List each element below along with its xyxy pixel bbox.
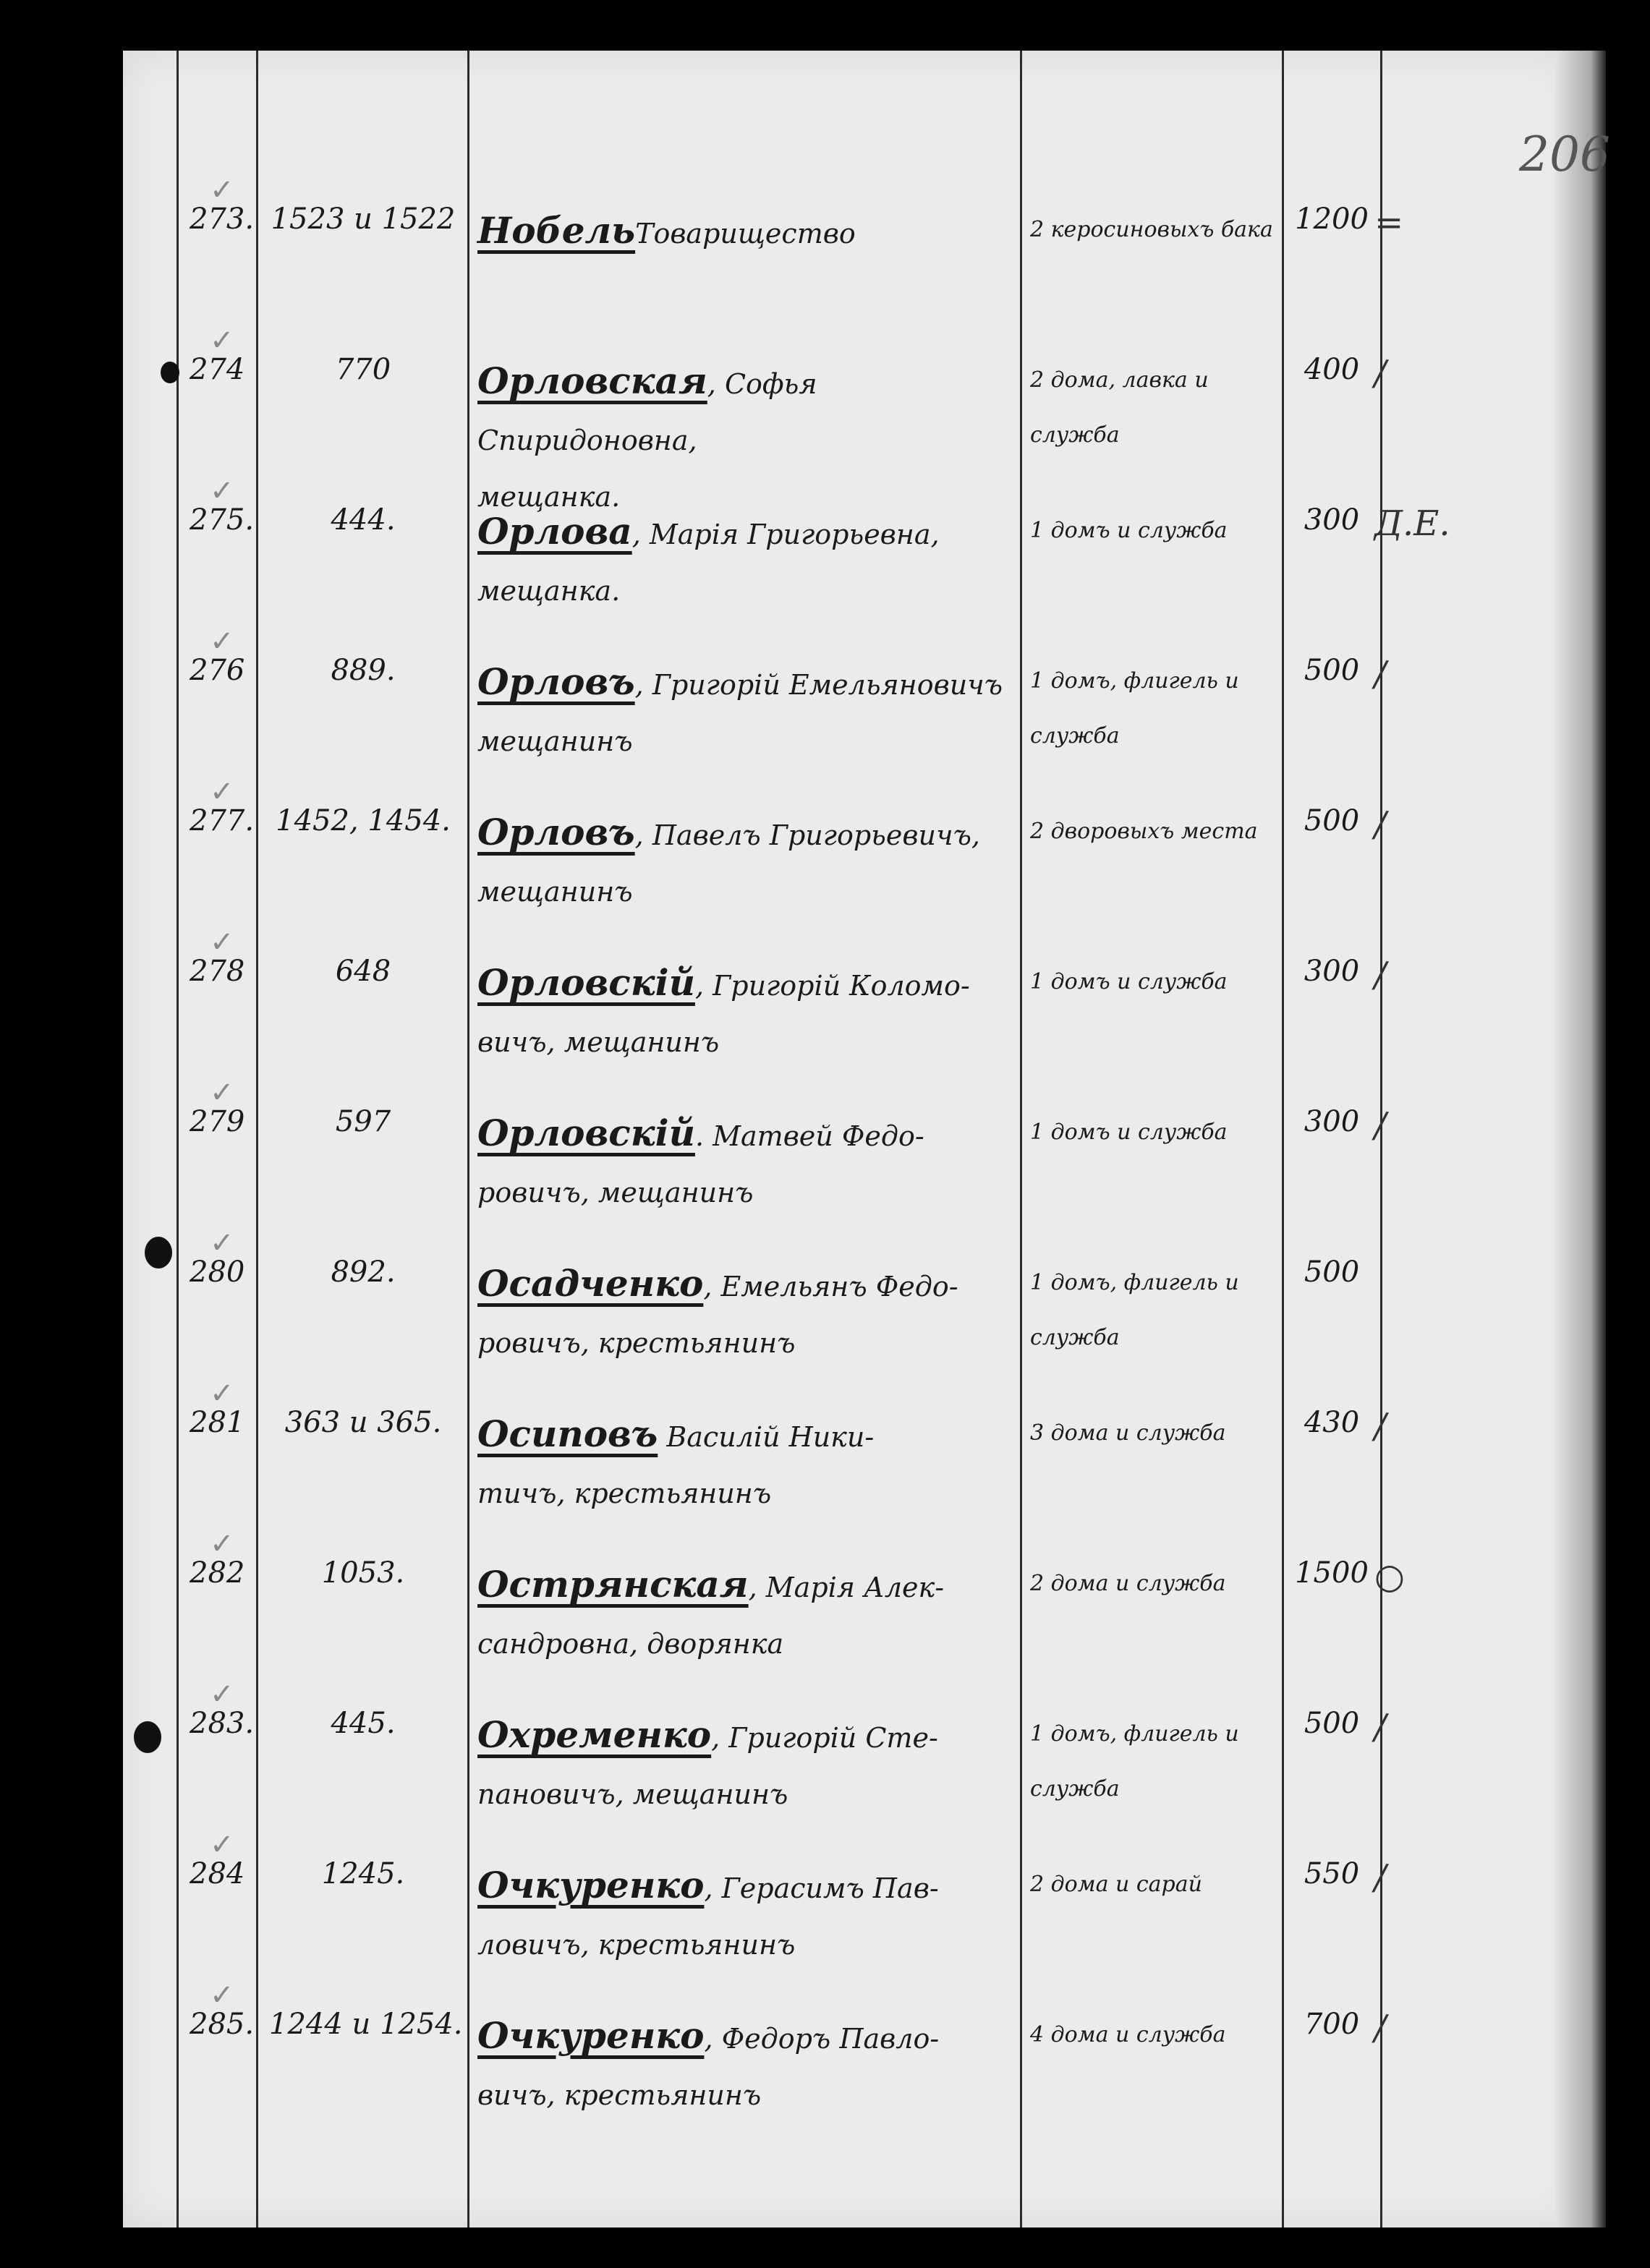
ledger-row (0, 174, 1650, 354)
owner-status: мещанинъ (477, 876, 633, 908)
owner-name (477, 1857, 1027, 1973)
check-tick: ✓ (210, 775, 234, 809)
margin-mark: ○ (1374, 1556, 1405, 1597)
owner-given-names: . Матвей Федо- (694, 1120, 924, 1152)
entry-number: 284 (190, 1857, 245, 1890)
lot-numbers: 1244 и 1254. (269, 2008, 463, 2041)
ledger-row (0, 1527, 1650, 1708)
owner-status: мещанка. (477, 481, 621, 513)
ledger-row (0, 1377, 1650, 1558)
owner-surname: Охременко (477, 1713, 712, 1756)
owner-status: ловичъ, крестьянинъ (477, 1929, 796, 1961)
check-tick: ✓ (210, 625, 234, 658)
assessed-value: 500 (1304, 1256, 1360, 1289)
owner-name (477, 202, 1027, 262)
property-description: 2 дома и сарай (1030, 1872, 1202, 1897)
entry-number: 275. (190, 503, 255, 537)
owner-status: ровичъ, крестьянинъ (477, 1327, 796, 1359)
owner-surname: Осадченко (477, 1262, 704, 1305)
margin-mark: / (1374, 804, 1387, 845)
property-description: 1 домъ, флигель и служба (1030, 668, 1239, 749)
check-tick: ✓ (210, 474, 234, 508)
owner-given-names: , Григорій Емельяновичъ (634, 669, 1003, 701)
lot-numbers: 1523 и 1522 (271, 202, 456, 236)
check-tick: ✓ (210, 1678, 234, 1711)
property-description: 2 дворовыхъ места (1030, 819, 1258, 844)
entry-number: 281 (190, 1406, 245, 1439)
owner-given-names: , Герасимъ Пав- (704, 1872, 939, 1904)
assessed-value: 300 (1304, 955, 1360, 988)
entry-number: 278 (190, 955, 245, 988)
ledger-row (0, 474, 1650, 655)
property-description: 2 дома и служба (1030, 1571, 1226, 1596)
assessed-value: 430 (1304, 1406, 1360, 1439)
lot-numbers: 889. (331, 654, 396, 687)
property-description: 1 домъ и служба (1030, 969, 1228, 994)
lot-numbers: 444. (331, 503, 396, 537)
owner-name (477, 1406, 1027, 1522)
owner-name (477, 2008, 1027, 2123)
ledger-row (0, 1076, 1650, 1257)
assessed-value: 1500 (1295, 1556, 1369, 1590)
owner-surname: Нобель (477, 209, 636, 252)
property-description: 1 домъ, флигель и служба (1030, 1721, 1239, 1802)
entry-number: 273. (190, 202, 255, 236)
check-tick: ✓ (210, 1828, 234, 1862)
check-tick: ✓ (210, 324, 234, 357)
lot-numbers: 892. (331, 1256, 396, 1289)
property-description: 3 дома и служба (1030, 1420, 1226, 1446)
margin-mark: / (1374, 955, 1387, 995)
assessed-value: 500 (1304, 804, 1360, 837)
owner-status: мещанка. (477, 575, 621, 607)
assessed-value: 400 (1304, 353, 1360, 386)
lot-numbers: 770 (335, 353, 391, 386)
margin-mark: / (1374, 1857, 1387, 1898)
owner-name (477, 1707, 1027, 1822)
owner-surname: Орлова (477, 510, 632, 553)
owner-surname: Очкуренко (477, 1864, 705, 1906)
entry-number: 285. (190, 2008, 255, 2041)
owner-given-names: , Григорій Сте- (711, 1722, 938, 1754)
owner-surname: Орловская (477, 359, 707, 402)
property-description: 2 керосиновыхъ бака (1030, 217, 1273, 242)
owner-surname: Орловскій (477, 961, 695, 1004)
owner-surname: Орловъ (477, 811, 635, 853)
check-tick: ✓ (210, 174, 234, 207)
owner-name (477, 654, 1027, 770)
owner-name (477, 1556, 1027, 1672)
check-tick: ✓ (210, 1527, 234, 1561)
ledger-row (0, 926, 1650, 1107)
entry-number: 274 (190, 353, 245, 386)
owner-given-names: , Павелъ Григорьевичъ, (634, 819, 980, 851)
check-tick: ✓ (210, 1227, 234, 1260)
owner-surname: Очкуренко (477, 2014, 705, 2057)
assessed-value: 700 (1304, 2008, 1360, 2041)
assessed-value: 300 (1304, 503, 1360, 537)
entry-number: 282 (190, 1556, 245, 1590)
owner-given-names: , Марія Григорьевна, (631, 519, 940, 550)
assessed-value: 1200 (1295, 202, 1369, 236)
assessed-value: 500 (1304, 1707, 1360, 1740)
margin-mark: / (1374, 1406, 1387, 1446)
lot-numbers: 1245. (321, 1857, 405, 1890)
entry-number: 277. (190, 804, 255, 837)
owner-surname: Орловъ (477, 660, 635, 703)
owner-name (477, 1256, 1027, 1371)
owner-given-names: , Емельянъ Федо- (703, 1271, 958, 1303)
entry-number: 276 (190, 654, 245, 687)
owner-name (477, 353, 1027, 525)
owner-given-names: Василій Ники- (658, 1421, 875, 1453)
lot-numbers: 1452, 1454. (276, 804, 451, 837)
property-description: 1 домъ, флигель и служба (1030, 1270, 1239, 1350)
check-tick: ✓ (210, 926, 234, 959)
property-description: 1 домъ и служба (1030, 518, 1228, 543)
owner-status: вичъ, крестьянинъ (477, 2079, 762, 2111)
margin-mark: / (1374, 1105, 1387, 1146)
lot-numbers: 648 (335, 955, 391, 988)
owner-given-names: , Федоръ Павло- (704, 2023, 940, 2055)
owner-name (477, 503, 1027, 619)
property-description: 2 дома, лавка и служба (1030, 367, 1209, 448)
lot-numbers: 363 и 365. (284, 1406, 442, 1439)
owner-surname: Осиповъ (477, 1412, 658, 1455)
entry-number: 283. (190, 1707, 255, 1740)
check-tick: ✓ (210, 1979, 234, 2012)
lot-numbers: 445. (331, 1707, 396, 1740)
ledger-row (0, 1227, 1650, 1407)
owner-given-names: , Григорій Коломо- (694, 970, 970, 1002)
owner-status: пановичъ, мещанинъ (477, 1778, 788, 1810)
margin-mark: Д.Е. (1374, 503, 1450, 544)
assessed-value: 500 (1304, 654, 1360, 687)
owner-status: вичъ, мещанинъ (477, 1026, 720, 1058)
owner-status: мещанинъ (477, 725, 633, 757)
owner-name (477, 1105, 1027, 1221)
property-description: 4 дома и служба (1030, 2022, 1226, 2047)
owner-name (477, 804, 1027, 920)
owner-status: тичъ, крестьянинъ (477, 1478, 772, 1509)
ledger-row (0, 625, 1650, 806)
owner-status: сандровна, дворянка (477, 1628, 784, 1660)
margin-mark: = (1374, 202, 1404, 243)
owner-given-names: Товарищество (635, 218, 856, 250)
entry-number: 279 (190, 1105, 245, 1138)
lot-numbers: 597 (335, 1105, 391, 1138)
page-number: 206 (1519, 127, 1610, 182)
lot-numbers: 1053. (321, 1556, 405, 1590)
margin-mark: / (1374, 1707, 1387, 1747)
owner-surname: Орловскій (477, 1112, 695, 1154)
ledger-row (0, 1828, 1650, 2009)
margin-mark: / (1374, 2008, 1387, 2048)
margin-mark: / (1374, 353, 1387, 393)
entry-number: 280 (190, 1256, 245, 1289)
owner-surname: Острянская (477, 1563, 749, 1606)
ledger-row (0, 775, 1650, 956)
owner-given-names: , Марія Алек- (748, 1572, 945, 1603)
check-tick: ✓ (210, 1076, 234, 1109)
owner-status: ровичъ, мещанинъ (477, 1177, 754, 1208)
property-description: 1 домъ и служба (1030, 1120, 1228, 1145)
ledger-row (0, 324, 1650, 513)
margin-mark: / (1374, 654, 1387, 694)
owner-given-names: , Софья Спиридоновна, (477, 368, 817, 456)
owner-name (477, 955, 1027, 1070)
assessed-value: 550 (1304, 1857, 1360, 1890)
ledger-row (0, 1678, 1650, 1859)
assessed-value: 300 (1304, 1105, 1360, 1138)
ledger-row (0, 1979, 1650, 2160)
check-tick: ✓ (210, 1377, 234, 1410)
